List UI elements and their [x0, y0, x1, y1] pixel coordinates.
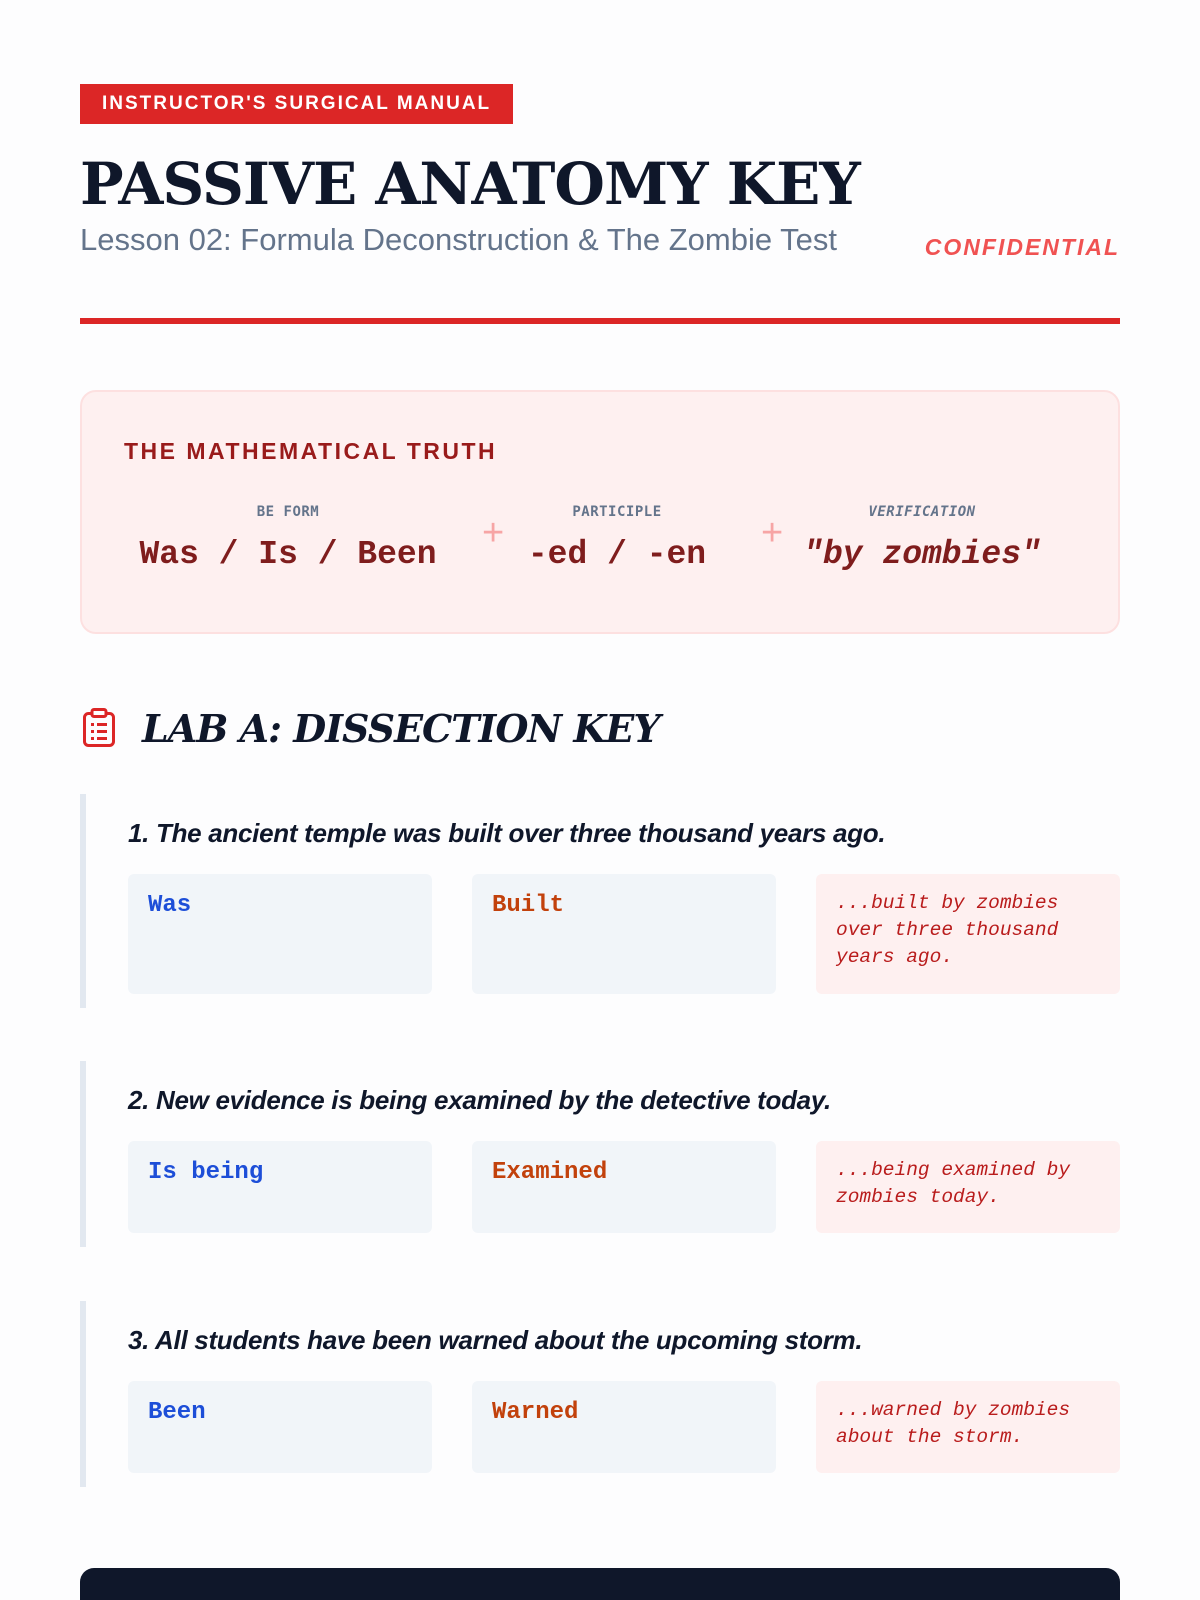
- formula-value: "by zombies": [803, 536, 1041, 573]
- zombie-test-cell: [816, 874, 1120, 994]
- formula-label: BE FORM: [256, 504, 320, 520]
- be-form-cell: [128, 1141, 432, 1233]
- lesson-subtitle: Lesson 02: Formula Deconstruction & The Zombie Test: [80, 222, 838, 257]
- be-form-cell: [128, 874, 432, 994]
- item-sentence: 3. All students have been warned about the upcoming storm.: [128, 1325, 863, 1355]
- confidential-stamp: CONFIDENTIAL: [924, 234, 1120, 260]
- item-accent-bar: [80, 1061, 86, 1247]
- item-sentence: 2. New evidence is being examined by the detective today.: [128, 1085, 831, 1115]
- page-title: PASSIVE ANATOMY KEY: [80, 150, 860, 218]
- list-item: [80, 1301, 1120, 1487]
- plus-icon: +: [482, 512, 505, 554]
- item-sentence: 1. The ancient temple was built over three thousand years ago.: [128, 818, 886, 848]
- formula-participle: [522, 504, 712, 573]
- lab-title: LAB A: DISSECTION KEY: [142, 706, 660, 751]
- participle-text: Examined: [492, 1159, 608, 1186]
- be-form-text: Is being: [148, 1159, 264, 1186]
- header-divider: [80, 318, 1120, 324]
- be-form-text: Was: [148, 892, 192, 919]
- formula-card: [80, 390, 1120, 634]
- participle-cell: [472, 874, 776, 994]
- be-form-cell: [128, 1381, 432, 1473]
- zombie-test-text: ...built by zombies over three thousand years ago.: [836, 892, 1059, 968]
- participle-cell: [472, 1141, 776, 1233]
- zombie-test-cell: [816, 1141, 1120, 1233]
- be-form-text: Been: [148, 1399, 206, 1426]
- lab-header: [80, 706, 1120, 756]
- participle-cell: [472, 1381, 776, 1473]
- zombie-test-text: ...warned by zombies about the storm.: [836, 1399, 1071, 1448]
- participle-text: Built: [492, 892, 565, 919]
- list-item: [80, 794, 1120, 1008]
- clipboard-list-icon: [82, 708, 116, 748]
- formula-title: THE MATHEMATICAL TRUTH: [124, 438, 498, 464]
- footer-panel: [80, 1568, 1120, 1600]
- zombie-test-text: ...being examined by zombies today.: [836, 1159, 1071, 1208]
- formula-be-form: [138, 504, 438, 573]
- formula-label: VERIFICATION: [868, 504, 976, 520]
- participle-text: Warned: [492, 1399, 579, 1426]
- formula-value: Was / Is / Been: [139, 536, 437, 573]
- item-accent-bar: [80, 794, 86, 1008]
- formula-label: PARTICIPLE: [572, 504, 662, 520]
- list-item: [80, 1061, 1120, 1247]
- formula-value: -ed / -en: [527, 536, 707, 573]
- zombie-test-cell: [816, 1381, 1120, 1473]
- formula-verification: [802, 504, 1042, 573]
- subtitle-row: [80, 222, 1120, 262]
- manual-page: [80, 0, 1120, 1600]
- plus-icon: +: [761, 512, 784, 554]
- item-accent-bar: [80, 1301, 86, 1487]
- manual-badge: INSTRUCTOR'S SURGICAL MANUAL: [80, 84, 513, 124]
